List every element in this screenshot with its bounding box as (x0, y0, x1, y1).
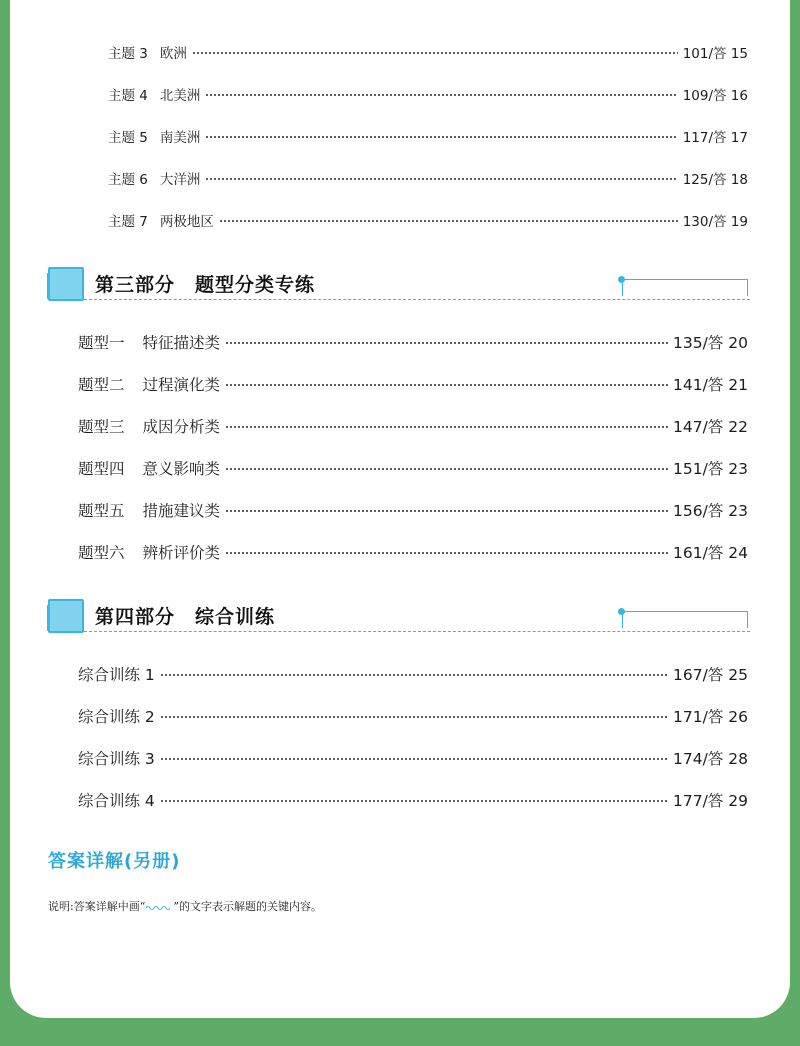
toc-entry-page: 174/答 28 (673, 750, 748, 768)
toc-entry-title: 综合训练 1 (78, 666, 155, 684)
wavy-underline-icon (145, 903, 173, 911)
toc-entry-title: 欧洲 (159, 46, 187, 62)
toc-entry-page: 156/答 23 (673, 502, 748, 520)
toc-entry-page: 141/答 21 (673, 376, 748, 394)
dashed-rule (84, 631, 750, 632)
toc-entry[interactable] (78, 456, 748, 480)
section-title: 第三部分 题型分类专练 (95, 274, 316, 296)
toc-entry-title: 两极地区 (159, 214, 214, 230)
note-prefix: 说明:答案详解中画“ (48, 900, 146, 913)
section-header-part3 (48, 267, 750, 303)
section-marker-icon (48, 599, 84, 633)
toc-entry-title: 综合训练 3 (78, 750, 155, 768)
toc-entry-page: 130/答 19 (682, 214, 748, 230)
toc-entry-title: 综合训练 4 (78, 792, 155, 810)
dot-leader (160, 716, 668, 718)
dot-leader (225, 426, 668, 428)
toc-entry-title: 意义影响类 (142, 460, 221, 478)
toc-entry-page: 151/答 23 (673, 460, 748, 478)
dashed-rule (84, 299, 750, 300)
toc-entry[interactable] (108, 124, 748, 148)
toc-entry-page: 147/答 22 (673, 418, 748, 436)
toc-entry-title: 过程演化类 (142, 376, 221, 394)
toc-entry-title: 大洋洲 (159, 172, 201, 188)
toc-entry-title: 辨析评价类 (142, 544, 221, 562)
answers-note (48, 898, 322, 914)
toc-entry-number: 主题 3 (108, 46, 148, 62)
dot-leader (192, 52, 678, 54)
toc-entry-title: 成因分析类 (142, 418, 221, 436)
toc-entry-number: 题型三 (78, 418, 125, 436)
toc-entry[interactable] (108, 82, 748, 106)
dot-leader (205, 94, 677, 96)
dot-leader (225, 342, 668, 344)
dot-leader (205, 178, 677, 180)
section-marker-icon (48, 267, 84, 301)
dot-leader (225, 468, 668, 470)
toc-entry[interactable] (108, 208, 748, 232)
toc-entry-page: 171/答 26 (673, 708, 748, 726)
toc-entry[interactable] (78, 662, 748, 686)
toc-entry-page: 177/答 29 (673, 792, 748, 810)
dot-leader (160, 674, 668, 676)
dot-leader (205, 136, 677, 138)
dot-leader (160, 758, 668, 760)
toc-entry[interactable] (78, 414, 748, 438)
toc-entry[interactable] (108, 40, 748, 64)
toc-entry-page: 101/答 15 (682, 46, 748, 62)
decor-bracket (622, 279, 748, 296)
toc-entry-number: 题型二 (78, 376, 125, 394)
toc-entry-number: 题型四 (78, 460, 125, 478)
toc-entry[interactable] (78, 704, 748, 728)
note-suffix: ”的文字表示解题的关键内容。 (173, 900, 322, 913)
toc-entry-page: 167/答 25 (673, 666, 748, 684)
toc-entry[interactable] (78, 540, 748, 564)
toc-entry-number: 题型五 (78, 502, 125, 520)
dot-leader (225, 510, 668, 512)
toc-entry-page: 135/答 20 (673, 334, 748, 352)
toc-entry[interactable] (78, 746, 748, 770)
toc-entry-number: 题型六 (78, 544, 125, 562)
toc-entry-number: 题型一 (78, 334, 125, 352)
dot-leader (160, 800, 668, 802)
toc-entry[interactable] (78, 788, 748, 812)
toc-entry[interactable] (108, 166, 748, 190)
dot-leader (219, 220, 678, 222)
decor-bracket (622, 611, 748, 628)
toc-entry-title: 南美洲 (159, 130, 201, 146)
toc-entry-page: 125/答 18 (682, 172, 748, 188)
toc-entry-title: 特征描述类 (142, 334, 221, 352)
dot-leader (225, 384, 668, 386)
toc-entry-number: 主题 7 (108, 214, 148, 230)
toc-entry-number: 主题 5 (108, 130, 148, 146)
toc-entry-title: 北美洲 (159, 88, 201, 104)
toc-entry[interactable] (78, 372, 748, 396)
toc-entry-title: 综合训练 2 (78, 708, 155, 726)
toc-entry[interactable] (78, 330, 748, 354)
answers-heading[interactable]: 答案详解(另册) (48, 851, 181, 872)
toc-entry-page: 109/答 16 (682, 88, 748, 104)
toc-entry[interactable] (78, 498, 748, 522)
toc-entry-number: 主题 6 (108, 172, 148, 188)
toc-entry-page: 117/答 17 (682, 130, 748, 146)
dot-leader (225, 552, 668, 554)
toc-entry-title: 措施建议类 (142, 502, 221, 520)
toc-entry-number: 主题 4 (108, 88, 148, 104)
section-header-part4 (48, 599, 750, 635)
toc-entry-page: 161/答 24 (673, 544, 748, 562)
section-title: 第四部分 综合训练 (95, 606, 276, 628)
